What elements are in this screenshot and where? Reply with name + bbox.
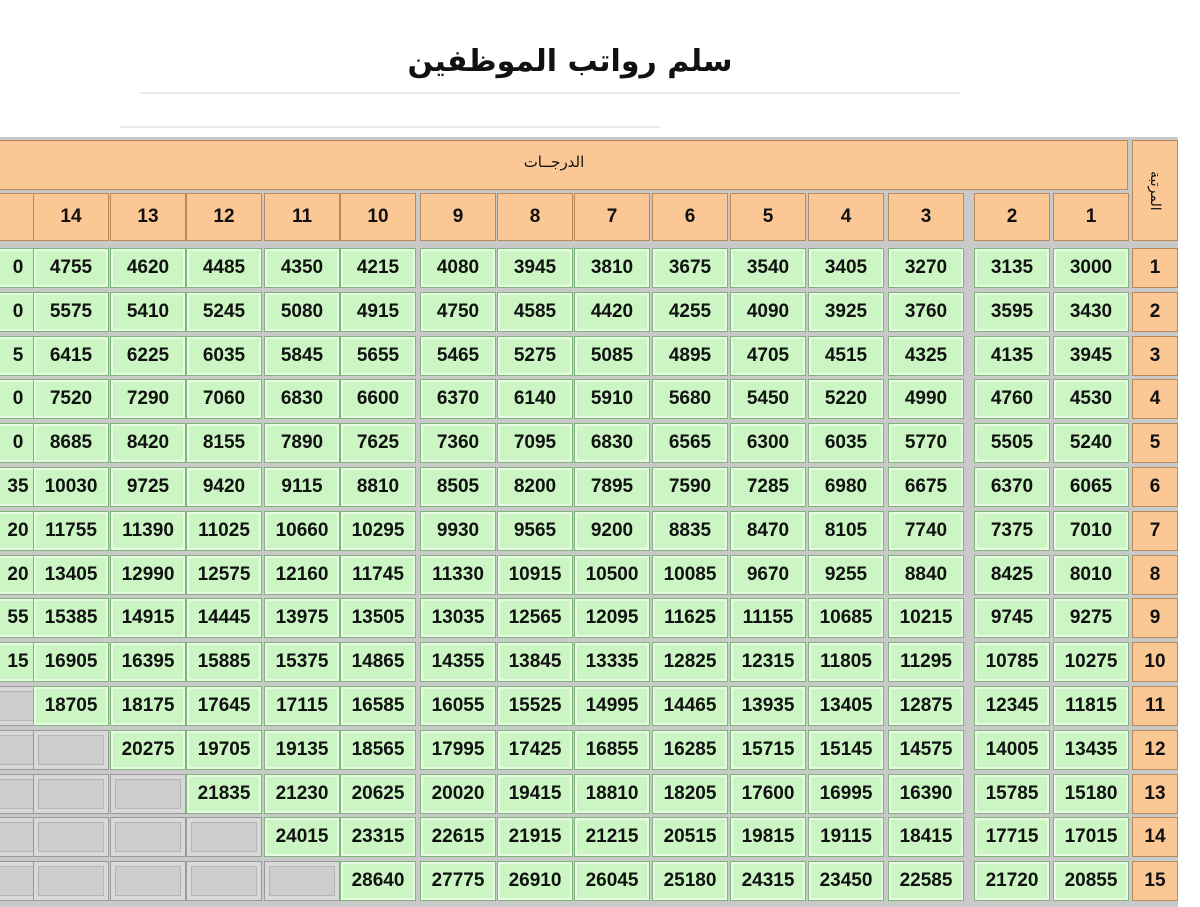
salary-cell: 8470 xyxy=(730,511,806,551)
salary-cell: 6370 xyxy=(420,379,496,419)
salary-cell: 8685 xyxy=(33,423,109,463)
salary-cell: 7010 xyxy=(1053,511,1129,551)
salary-cell: 14005 xyxy=(974,730,1050,770)
grade-header: 11 xyxy=(264,193,340,241)
salary-cell: 8835 xyxy=(652,511,728,551)
salary-cell: 7360 xyxy=(420,423,496,463)
salary-cell: 20515 xyxy=(652,817,728,857)
rank-cell: 1 xyxy=(1132,248,1178,288)
salary-cell: 12095 xyxy=(574,598,650,638)
rank-cell: 7 xyxy=(1132,511,1178,551)
salary-cell: 6140 xyxy=(497,379,573,419)
salary-cell: 6035 xyxy=(186,336,262,376)
rank-cell: 8 xyxy=(1132,555,1178,595)
grade-header: 9 xyxy=(420,193,496,241)
salary-cell: 4755 xyxy=(33,248,109,288)
salary-cell: 20 xyxy=(0,511,56,551)
salary-cell: 13405 xyxy=(33,555,109,595)
salary-cell: 15385 xyxy=(33,598,109,638)
salary-cell: 20 xyxy=(0,555,56,595)
grade-header: 7 xyxy=(574,193,650,241)
salary-cell: 14355 xyxy=(420,642,496,682)
salary-cell: 5910 xyxy=(574,379,650,419)
salary-cell: 16055 xyxy=(420,686,496,726)
salary-cell: 13935 xyxy=(730,686,806,726)
salary-cell: 10785 xyxy=(974,642,1050,682)
grade-header: 5 xyxy=(730,193,806,241)
salary-cell: 4620 xyxy=(110,248,186,288)
salary-cell: 12875 xyxy=(888,686,964,726)
salary-cell: 3810 xyxy=(574,248,650,288)
salary-cell: 11805 xyxy=(808,642,884,682)
salary-cell: 6225 xyxy=(110,336,186,376)
rank-cell: 14 xyxy=(1132,817,1178,857)
salary-cell: 5450 xyxy=(730,379,806,419)
salary-cell: 18705 xyxy=(33,686,109,726)
salary-cell: 5845 xyxy=(264,336,340,376)
salary-cell: 8155 xyxy=(186,423,262,463)
salary-cell: 3430 xyxy=(1053,292,1129,332)
rank-cell: 13 xyxy=(1132,774,1178,814)
salary-cell: 9200 xyxy=(574,511,650,551)
salary-cell: 0 xyxy=(0,292,56,332)
salary-cell: 9115 xyxy=(264,467,340,507)
salary-cell: 20275 xyxy=(110,730,186,770)
salary-cell: 11025 xyxy=(186,511,262,551)
salary-cell: 15 xyxy=(0,642,56,682)
salary-cell: 5680 xyxy=(652,379,728,419)
salary-cell: 17600 xyxy=(730,774,806,814)
rank-column-header xyxy=(1132,140,1178,241)
salary-cell: 4705 xyxy=(730,336,806,376)
grade-header: 6 xyxy=(652,193,728,241)
salary-cell: 8105 xyxy=(808,511,884,551)
salary-cell: 0 xyxy=(0,423,56,463)
salary-cell: 9255 xyxy=(808,555,884,595)
salary-cell: 35 xyxy=(0,467,56,507)
salary-cell: 19115 xyxy=(808,817,884,857)
salary-cell: 23315 xyxy=(340,817,416,857)
salary-cell: 12565 xyxy=(497,598,573,638)
salary-cell: 3595 xyxy=(974,292,1050,332)
salary-cell: 6600 xyxy=(340,379,416,419)
salary-cell: 0 xyxy=(0,248,56,288)
salary-cell: 18205 xyxy=(652,774,728,814)
salary-cell: 16995 xyxy=(808,774,884,814)
salary-cell: 3540 xyxy=(730,248,806,288)
salary-cell: 8200 xyxy=(497,467,573,507)
salary-cell: 15145 xyxy=(808,730,884,770)
empty-cell xyxy=(110,861,186,901)
salary-cell: 26045 xyxy=(574,861,650,901)
salary-cell: 6415 xyxy=(33,336,109,376)
rank-cell: 9 xyxy=(1132,598,1178,638)
salary-cell: 19815 xyxy=(730,817,806,857)
salary-cell: 6565 xyxy=(652,423,728,463)
grade-header: 14 xyxy=(33,193,109,241)
salary-cell: 10685 xyxy=(808,598,884,638)
salary-cell: 3270 xyxy=(888,248,964,288)
rank-cell: 10 xyxy=(1132,642,1178,682)
salary-cell: 8420 xyxy=(110,423,186,463)
salary-cell: 17645 xyxy=(186,686,262,726)
salary-cell: 8840 xyxy=(888,555,964,595)
salary-cell: 6830 xyxy=(264,379,340,419)
salary-cell: 6830 xyxy=(574,423,650,463)
rank-cell: 4 xyxy=(1132,379,1178,419)
salary-cell: 0 xyxy=(0,379,56,419)
salary-cell: 12315 xyxy=(730,642,806,682)
divider xyxy=(140,92,960,94)
salary-cell: 14575 xyxy=(888,730,964,770)
salary-cell: 11745 xyxy=(340,555,416,595)
salary-cell: 7285 xyxy=(730,467,806,507)
salary-cell: 8505 xyxy=(420,467,496,507)
salary-cell: 4585 xyxy=(497,292,573,332)
salary-cell: 4325 xyxy=(888,336,964,376)
salary-cell: 4420 xyxy=(574,292,650,332)
empty-cell xyxy=(110,817,186,857)
salary-cell: 17715 xyxy=(974,817,1050,857)
salary-cell: 8010 xyxy=(1053,555,1129,595)
salary-cell: 9930 xyxy=(420,511,496,551)
empty-cell xyxy=(186,817,262,857)
salary-cell: 7520 xyxy=(33,379,109,419)
grade-header: 1 xyxy=(1053,193,1129,241)
grade-header: 12 xyxy=(186,193,262,241)
salary-cell: 9420 xyxy=(186,467,262,507)
salary-cell: 11625 xyxy=(652,598,728,638)
salary-cell: 5410 xyxy=(110,292,186,332)
salary-cell: 11755 xyxy=(33,511,109,551)
salary-cell: 13435 xyxy=(1053,730,1129,770)
grade-header: 2 xyxy=(974,193,1050,241)
empty-cell xyxy=(186,861,262,901)
salary-cell: 12825 xyxy=(652,642,728,682)
rank-cell: 11 xyxy=(1132,686,1178,726)
salary-cell: 16285 xyxy=(652,730,728,770)
salary-cell: 4080 xyxy=(420,248,496,288)
salary-cell: 11155 xyxy=(730,598,806,638)
salary-cell: 4350 xyxy=(264,248,340,288)
grades-group-header: الدرجــات xyxy=(0,140,1128,190)
salary-cell: 5245 xyxy=(186,292,262,332)
salary-cell: 25180 xyxy=(652,861,728,901)
salary-cell: 6675 xyxy=(888,467,964,507)
salary-cell: 3135 xyxy=(974,248,1050,288)
page-title: سلم رواتب الموظفين xyxy=(407,44,733,79)
salary-cell: 5465 xyxy=(420,336,496,376)
salary-cell: 7895 xyxy=(574,467,650,507)
salary-cell: 21915 xyxy=(497,817,573,857)
grade-header: 8 xyxy=(497,193,573,241)
salary-cell: 9565 xyxy=(497,511,573,551)
salary-cell: 7060 xyxy=(186,379,262,419)
salary-cell: 11390 xyxy=(110,511,186,551)
salary-cell: 14465 xyxy=(652,686,728,726)
rank-column-title: المرتبة xyxy=(1147,170,1163,211)
rank-cell: 3 xyxy=(1132,336,1178,376)
salary-cell: 3675 xyxy=(652,248,728,288)
salary-cell: 13845 xyxy=(497,642,573,682)
salary-cell: 21230 xyxy=(264,774,340,814)
salary-cell: 11295 xyxy=(888,642,964,682)
salary-cell: 14995 xyxy=(574,686,650,726)
salary-cell: 4895 xyxy=(652,336,728,376)
empty-cell xyxy=(33,817,109,857)
salary-cell: 20855 xyxy=(1053,861,1129,901)
salary-cell: 13975 xyxy=(264,598,340,638)
salary-cell: 18415 xyxy=(888,817,964,857)
salary-cell: 4750 xyxy=(420,292,496,332)
salary-cell: 9725 xyxy=(110,467,186,507)
salary-cell: 19705 xyxy=(186,730,262,770)
salary-cell: 12160 xyxy=(264,555,340,595)
salary-cell: 12575 xyxy=(186,555,262,595)
salary-cell: 4135 xyxy=(974,336,1050,376)
empty-cell xyxy=(33,730,109,770)
salary-cell: 4990 xyxy=(888,379,964,419)
salary-cell: 10915 xyxy=(497,555,573,595)
salary-cell: 10030 xyxy=(33,467,109,507)
salary-cell: 15525 xyxy=(497,686,573,726)
empty-cell xyxy=(264,861,340,901)
salary-cell: 4530 xyxy=(1053,379,1129,419)
salary-cell: 15715 xyxy=(730,730,806,770)
salary-cell: 7890 xyxy=(264,423,340,463)
salary-cell: 9670 xyxy=(730,555,806,595)
salary-cell: 23450 xyxy=(808,861,884,901)
salary-cell: 7095 xyxy=(497,423,573,463)
salary-cell: 17015 xyxy=(1053,817,1129,857)
salary-cell: 14915 xyxy=(110,598,186,638)
rank-cell: 5 xyxy=(1132,423,1178,463)
salary-cell: 15785 xyxy=(974,774,1050,814)
salary-cell: 10275 xyxy=(1053,642,1129,682)
salary-cell: 24315 xyxy=(730,861,806,901)
salary-cell: 4090 xyxy=(730,292,806,332)
salary-cell: 13405 xyxy=(808,686,884,726)
salary-cell: 3945 xyxy=(1053,336,1129,376)
salary-cell: 11815 xyxy=(1053,686,1129,726)
salary-cell: 6300 xyxy=(730,423,806,463)
salary-cell: 5275 xyxy=(497,336,573,376)
salary-cell: 5080 xyxy=(264,292,340,332)
salary-cell: 22615 xyxy=(420,817,496,857)
salary-cell: 13035 xyxy=(420,598,496,638)
salary-cell: 21835 xyxy=(186,774,262,814)
salary-cell: 6065 xyxy=(1053,467,1129,507)
salary-cell: 12345 xyxy=(974,686,1050,726)
salary-cell: 20020 xyxy=(420,774,496,814)
salary-cell: 5575 xyxy=(33,292,109,332)
salary-cell: 15885 xyxy=(186,642,262,682)
salary-cell: 16855 xyxy=(574,730,650,770)
salary-cell: 4760 xyxy=(974,379,1050,419)
salary-cell: 5220 xyxy=(808,379,884,419)
salary-cell: 17115 xyxy=(264,686,340,726)
salary-cell: 13505 xyxy=(340,598,416,638)
salary-cell: 18565 xyxy=(340,730,416,770)
salary-cell: 16395 xyxy=(110,642,186,682)
salary-cell: 3000 xyxy=(1053,248,1129,288)
salary-cell: 4515 xyxy=(808,336,884,376)
salary-cell: 4215 xyxy=(340,248,416,288)
salary-cell: 5655 xyxy=(340,336,416,376)
salary-cell: 10500 xyxy=(574,555,650,595)
salary-cell: 55 xyxy=(0,598,56,638)
salary-cell: 16585 xyxy=(340,686,416,726)
salary-cell: 19135 xyxy=(264,730,340,770)
salary-cell: 15375 xyxy=(264,642,340,682)
salary-cell: 3925 xyxy=(808,292,884,332)
salary-cell: 18175 xyxy=(110,686,186,726)
empty-cell xyxy=(33,861,109,901)
salary-cell: 28640 xyxy=(340,861,416,901)
salary-cell: 16905 xyxy=(33,642,109,682)
divider xyxy=(120,126,660,128)
grade-header: 10 xyxy=(340,193,416,241)
salary-cell: 18810 xyxy=(574,774,650,814)
salary-cell: 20625 xyxy=(340,774,416,814)
salary-cell: 7740 xyxy=(888,511,964,551)
salary-cell: 6035 xyxy=(808,423,884,463)
rank-cell: 15 xyxy=(1132,861,1178,901)
salary-cell: 17995 xyxy=(420,730,496,770)
salary-cell: 7290 xyxy=(110,379,186,419)
salary-cell: 15180 xyxy=(1053,774,1129,814)
salary-cell: 10295 xyxy=(340,511,416,551)
salary-cell: 13335 xyxy=(574,642,650,682)
salary-cell: 5770 xyxy=(888,423,964,463)
salary-cell: 4485 xyxy=(186,248,262,288)
salary-cell: 10085 xyxy=(652,555,728,595)
salary-cell: 10660 xyxy=(264,511,340,551)
salary-cell: 8425 xyxy=(974,555,1050,595)
salary-cell: 14445 xyxy=(186,598,262,638)
salary-cell: 6370 xyxy=(974,467,1050,507)
salary-cell: 6980 xyxy=(808,467,884,507)
empty-cell xyxy=(33,774,109,814)
salary-cell: 3760 xyxy=(888,292,964,332)
salary-cell: 8810 xyxy=(340,467,416,507)
salary-cell: 16390 xyxy=(888,774,964,814)
rank-cell: 12 xyxy=(1132,730,1178,770)
salary-cell: 12990 xyxy=(110,555,186,595)
salary-cell: 4255 xyxy=(652,292,728,332)
salary-cell: 21720 xyxy=(974,861,1050,901)
grade-header: 3 xyxy=(888,193,964,241)
salary-cell: 4915 xyxy=(340,292,416,332)
salary-cell: 3405 xyxy=(808,248,884,288)
salary-cell: 5505 xyxy=(974,423,1050,463)
salary-cell: 26910 xyxy=(497,861,573,901)
salary-cell: 5 xyxy=(0,336,56,376)
empty-cell xyxy=(110,774,186,814)
salary-cell: 3945 xyxy=(497,248,573,288)
grade-header: 13 xyxy=(110,193,186,241)
salary-cell: 7625 xyxy=(340,423,416,463)
salary-cell: 19415 xyxy=(497,774,573,814)
salary-cell: 21215 xyxy=(574,817,650,857)
rank-cell: 6 xyxy=(1132,467,1178,507)
salary-cell: 5240 xyxy=(1053,423,1129,463)
salary-cell: 22585 xyxy=(888,861,964,901)
salary-cell: 11330 xyxy=(420,555,496,595)
rank-cell: 2 xyxy=(1132,292,1178,332)
salary-cell: 27775 xyxy=(420,861,496,901)
grade-header: 4 xyxy=(808,193,884,241)
salary-cell: 10215 xyxy=(888,598,964,638)
salary-cell: 9275 xyxy=(1053,598,1129,638)
salary-cell: 24015 xyxy=(264,817,340,857)
salary-cell: 5085 xyxy=(574,336,650,376)
salary-cell: 14865 xyxy=(340,642,416,682)
salary-cell: 9745 xyxy=(974,598,1050,638)
salary-cell: 7375 xyxy=(974,511,1050,551)
salary-cell: 7590 xyxy=(652,467,728,507)
salary-cell: 17425 xyxy=(497,730,573,770)
